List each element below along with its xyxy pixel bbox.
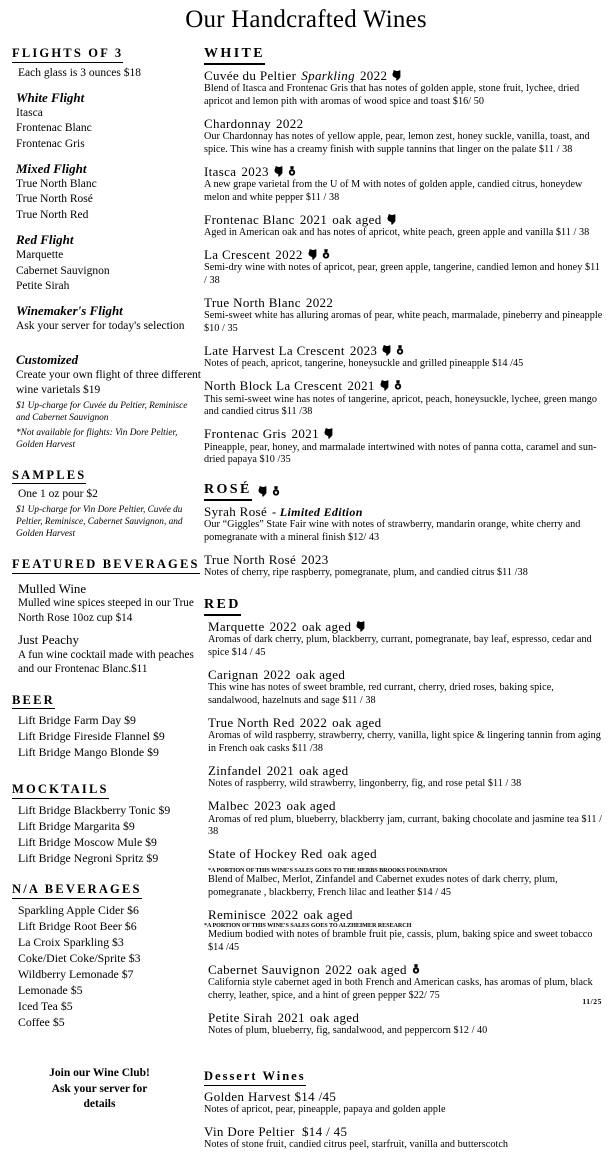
wine-vintage: 2022 <box>275 247 303 263</box>
wine-vintage: 2022 <box>263 667 291 683</box>
wine-badge-icons <box>356 621 365 632</box>
wine-description: Aromas of dark cherry, plum, blackberry, currant, pomegranate, bay leaf, espresso, cedar and spice $14 / 45 <box>208 634 592 659</box>
wine-vintage: 2022 <box>269 619 297 635</box>
wine-description: Our Chardonnay has notes of yellow apple, pear, lemon zest, honey suckle, vanilla, toast, and spice. This wine has a creamy finish with supple tannins that linger on the palate $11 / 38 <box>204 131 590 155</box>
flight-item: True North Red <box>16 208 89 221</box>
wine-description: Medium bodied with notes of bramble fruit pie, cassis, plum, baking spice and sweet tobacco $14 /45 <box>208 929 593 954</box>
na-beverage-item: La Croix Sparkling $3 <box>18 934 124 949</box>
flight-item: Cabernet Sauvignon <box>16 264 110 277</box>
wine-badge-icons <box>382 345 404 356</box>
wine-name-line <box>204 116 604 131</box>
award-medal-icon <box>396 345 404 356</box>
wine-vintage: 2023 <box>301 552 329 568</box>
wine-name-line <box>204 164 604 179</box>
wine-badge-icons <box>274 166 296 177</box>
wine-name-line <box>204 504 604 519</box>
wine-description: Blend of Malbec, Merlot, Zinfandel and Cabernet exudes notes of dark cherry, plum, pomegranate , blackberry, French lilac and leather $14 / 45 <box>208 873 558 898</box>
wine-entry <box>204 798 604 839</box>
wine-name-line <box>204 426 604 441</box>
dessert-section-header-wrap <box>204 1067 604 1086</box>
mocktail-item: Lift Bridge Negroni Spritz $9 <box>18 851 159 866</box>
beer-item: Lift Bridge Fireside Flannel $9 <box>18 729 165 744</box>
minnesota-state-icon <box>258 486 267 497</box>
wine-name-line <box>204 343 604 358</box>
wine-badge-icons <box>392 70 401 81</box>
beer-list <box>12 712 202 760</box>
flight-item: Ask your server for today's selection <box>16 320 185 333</box>
wine-description: Notes of plum, blueberry, fig, sandalwood, and peppercorn $12 / 40 <box>208 1025 488 1037</box>
flight-group-name: Red Flight <box>16 231 74 247</box>
award-medal-icon <box>272 486 280 497</box>
wine-entry <box>204 962 604 1003</box>
wine-description: Notes of cherry, ripe raspberry, pomegranate, plum, and candied citrus $11 /38 <box>204 567 528 579</box>
na-beverage-item: Lemonade $5 <box>18 982 83 997</box>
award-medal-icon <box>322 249 330 260</box>
customized-flight-note-2: *Not available for flights: Vin Dore Peltier, Golden Harvest <box>16 427 178 450</box>
wine-name: True North Rosé <box>204 552 297 568</box>
minnesota-state-icon <box>356 621 365 632</box>
rose-section-header-wrap <box>204 482 604 501</box>
wine-name: North Block La Crescent <box>204 378 343 394</box>
rose-section-header: ROSÉ <box>204 482 252 501</box>
wine-name-line <box>208 619 604 634</box>
left-column <box>12 44 202 1113</box>
wine-name: Itasca <box>204 163 237 179</box>
wine-oak-aged-label: oak aged <box>327 846 377 862</box>
wine-entry <box>204 247 604 288</box>
wine-badge-icons <box>387 214 396 225</box>
mocktails-section-header-wrap <box>12 780 202 799</box>
na-beverage-item: Sparkling Apple Cider $6 <box>18 902 139 917</box>
samples-section-header: SAMPLES <box>12 468 86 485</box>
featured-beverage-desc: Mulled wine spices steeped in our True North Rose 10oz cup $14 <box>18 597 194 624</box>
wine-oak-aged-label: oak aged <box>295 667 346 683</box>
wine-entry <box>204 212 604 240</box>
wine-entry <box>204 715 604 756</box>
wine-entry <box>204 1089 604 1117</box>
rose-wine-list <box>204 504 604 580</box>
wine-name-line <box>208 907 604 922</box>
wine-charity-note: *A PORTION OF THIS WINE'S SALES GOES TO ALZHEIMER RESEARCH <box>204 921 412 929</box>
wine-name: State of Hockey Red <box>208 846 323 862</box>
wine-vintage: 2022 <box>271 906 299 922</box>
wine-entry <box>204 378 604 419</box>
wine-name: Chardonnay <box>204 115 272 131</box>
featured-beverages-header: FEATURED BEVERAGES <box>12 557 200 574</box>
wine-vintage: 2022 <box>305 295 334 311</box>
wine-entry <box>204 1124 604 1152</box>
mocktail-item: Lift Bridge Margarita $9 <box>18 819 135 834</box>
wine-entry <box>204 619 604 660</box>
white-section-header-wrap <box>204 44 604 65</box>
wine-charity-note: *A PORTION OF THIS WINE'S SALES GOES TO THE HERBS BROOKS FOUNDATION <box>208 866 448 874</box>
wine-vintage: 2022 <box>359 67 388 83</box>
wine-description: This semi-sweet wine has notes of tangerine, apricot, peach, honeysuckle, lychee, green mango and candied citrus $11 /38 <box>204 393 598 418</box>
wine-description: Notes of raspberry, wild strawberry, lingonberry, fig, and rose petal $11 / 38 <box>208 778 522 790</box>
wine-description: Semi-sweet white has alluring aromas of pear, white peach, marmalade, pineberry and pineapple $10 / 35 <box>204 310 603 335</box>
wine-name-line <box>204 212 604 227</box>
wine-entry <box>204 846 604 899</box>
wine-name: Cuvée du Peltier <box>204 67 297 83</box>
minnesota-state-icon <box>274 166 283 177</box>
wine-name-line <box>204 1089 604 1104</box>
wine-vintage: 2022 <box>325 962 353 978</box>
wine-oak-aged-label: oak aged <box>332 715 382 731</box>
minnesota-state-icon <box>392 70 401 81</box>
wine-name: True North Red <box>208 715 295 731</box>
na-beverage-item: Coke/Diet Coke/Sprite $3 <box>18 950 141 965</box>
rose-header-icons <box>258 486 280 501</box>
wine-name-line <box>204 68 604 83</box>
wine-description: Blend of Itasca and Frontenac Gris that has notes of golden apple, stone fruit, lychee, dried apricot and lemon pith with aromas of wood spice and toast $16/ 50 <box>204 83 580 107</box>
customized-flight-desc: Create your own flight of three different wine varietals $19 <box>16 369 201 397</box>
wine-name-line <box>208 798 604 813</box>
flight-item: Marquette <box>16 249 64 262</box>
wine-name: Reminisce <box>208 906 267 922</box>
flight-item: Itasca <box>16 107 43 120</box>
wine-oak-aged-label: oak aged <box>309 1010 360 1026</box>
wine-name-line <box>204 378 604 393</box>
page-number: 11/25 <box>582 997 602 1006</box>
mocktails-section-header: MOCKTAILS <box>12 782 109 799</box>
mocktail-item: Lift Bridge Moscow Mule $9 <box>18 835 157 850</box>
wine-badge-icons <box>308 249 330 260</box>
beer-item: Lift Bridge Mango Blonde $9 <box>18 745 159 760</box>
na-beverages-section-header-wrap <box>12 880 202 899</box>
wine-name-line <box>208 1010 604 1025</box>
wine-entry <box>204 164 604 205</box>
wine-description: California style cabernet aged in both French and American casks, has aromas of plum, black cherry, leather, spice, and a hint of green pepper $22/ 75 <box>208 977 593 1002</box>
wine-limited-edition-label: - Limited Edition <box>272 504 363 519</box>
wine-description: Pineapple, pear, honey, and marmalade intertwined with notes of panna cotta, caramel and sun-dried papaya $10 /35 <box>204 441 597 466</box>
wine-vintage: 2021 <box>347 378 375 394</box>
samples-desc: One 1 oz pour $2 <box>18 488 98 501</box>
wine-name: Syrah Rosé <box>204 504 268 520</box>
wine-name-line <box>208 763 604 778</box>
minnesota-state-icon <box>387 214 396 225</box>
wine-entry <box>204 552 604 580</box>
wine-name-line <box>208 962 604 977</box>
wine-entry <box>204 426 604 467</box>
flight-group-name: White Flight <box>16 89 85 105</box>
flight-item: True North Rosé <box>16 193 93 206</box>
award-medal-icon <box>288 166 296 177</box>
featured-section-header-wrap <box>12 555 202 574</box>
wine-description: Aromas of red plum, blueberry, blackberry jam, currant, baking chocolate and jasmine tea $11 / 38 <box>208 813 603 838</box>
featured-beverage-name: Just Peachy <box>18 632 80 648</box>
wine-vintage: 2023 <box>349 343 378 359</box>
flight-group-name: Mixed Flight <box>16 160 87 176</box>
wine-oak-aged-label: oak aged <box>303 906 353 922</box>
wine-description: Our “Giggles” State Fair wine with notes of strawberry, mandarin orange, white cherry and pomegranate with a mineral finish $12/ 43 <box>204 519 581 544</box>
wine-name: Cabernet Sauvignon <box>208 962 321 978</box>
wine-vintage: 2022 <box>299 715 328 731</box>
wine-club-callout: Join our Wine Club! Ask your server for details <box>49 1067 150 1111</box>
red-section-header: RED <box>204 597 241 616</box>
flights-subtitle: Each glass is 3 ounces $18 <box>18 66 141 79</box>
customized-flight-note-1: $1 Up-charge for Cuvée du Peltier, Reminisce and Cabernet Sauvignon <box>16 401 188 424</box>
flight-item: Petite Sirah <box>16 279 70 292</box>
wine-badge-icons <box>412 964 420 975</box>
beer-section-header-wrap <box>12 691 202 710</box>
flight-item: Frontenac Gris <box>16 137 85 150</box>
wine-name-line <box>204 247 604 262</box>
red-section-header-wrap <box>204 595 604 616</box>
wine-description: Notes of peach, apricot, tangerine, honeysuckle and grilled pineapple $14 /45 <box>204 358 524 370</box>
wine-name-line <box>204 552 604 567</box>
right-column <box>204 44 604 1159</box>
wine-vintage: 2023 <box>254 798 282 814</box>
beer-section-header: BEER <box>12 693 55 710</box>
beer-item: Lift Bridge Farm Day $9 <box>18 713 136 728</box>
samples-note: $1 Up-charge for Vin Dore Peltier, Cuvée du Peltier, Reminisce, Cabernet Sauvignon, and Golden Harvest <box>16 505 183 540</box>
wine-description: Semi-dry wine with notes of apricot, pear, green apple, tangerine, candied lemon and honey $11 / 38 <box>204 262 601 287</box>
award-medal-icon <box>394 380 402 391</box>
wine-entry <box>204 907 604 955</box>
dessert-wine-list <box>204 1089 604 1152</box>
wine-oak-aged-label: oak aged <box>332 211 382 227</box>
wine-entry <box>204 295 604 336</box>
wine-oak-aged-label: oak aged <box>286 798 336 814</box>
menu-page <box>0 6 612 1151</box>
wine-name: Zinfandel <box>208 763 262 779</box>
flight-group-name: Winemaker's Flight <box>16 302 123 318</box>
wine-badge-icons <box>324 428 333 439</box>
wine-name: La Crescent <box>204 247 271 263</box>
wine-badge-icons <box>258 486 280 499</box>
minnesota-state-icon <box>324 428 333 439</box>
wine-entry <box>204 68 604 109</box>
white-section-header: WHITE <box>204 46 265 65</box>
flight-groups <box>12 90 202 343</box>
white-wine-list <box>204 68 604 467</box>
wine-entry <box>204 1010 604 1038</box>
award-medal-icon <box>412 964 420 975</box>
red-wine-list <box>204 619 604 1038</box>
featured-beverage-desc: A fun wine cocktail made with peaches and our Frontenac Blanc.$11 <box>18 649 194 676</box>
wine-name-line <box>208 846 604 874</box>
na-beverage-item: Iced Tea $5 <box>18 999 73 1014</box>
wine-name: Frontenac Gris <box>204 426 287 442</box>
na-beverage-item: Lift Bridge Root Beer $6 <box>18 918 137 933</box>
wine-name: Malbec <box>208 798 250 814</box>
wine-name: Vin Dore Peltier $14 / 45 <box>204 1124 348 1140</box>
mocktail-item: Lift Bridge Blackberry Tonic $9 <box>18 803 171 818</box>
na-beverage-item: Wildberry Lemonade $7 <box>18 966 134 981</box>
wine-description: Aged in American oak and has notes of apricot, white peach, green apple and vanilla $11 / 38 <box>204 227 590 239</box>
wine-description: Aromas of wild raspberry, strawberry, cherry, vanilla, light spice & lingering tannin from aging in French oak casks $11 /38 <box>208 730 601 755</box>
flights-section-header: FLIGHTS OF 3 <box>12 46 123 63</box>
wine-vintage: 2023 <box>241 163 269 179</box>
wine-vintage: 2021 <box>291 426 319 442</box>
featured-beverage-name: Mulled Wine <box>18 580 87 596</box>
wine-oak-aged-label: oak aged <box>301 619 352 635</box>
wine-name-line <box>208 715 604 730</box>
minnesota-state-icon <box>382 345 391 356</box>
wine-name-line <box>204 1124 604 1139</box>
wine-name: Marquette <box>208 619 265 635</box>
wine-description: Notes of apricot, pear, pineapple, papaya and golden apple <box>204 1104 446 1116</box>
wine-oak-aged-label: oak aged <box>299 763 349 779</box>
wine-description: A new grape varietal from the U of M with notes of golden apple, candied citrus, honeydew melon and white pepper $11 / 38 <box>204 179 583 203</box>
wine-name: True North Blanc <box>204 295 301 311</box>
wine-name: Late Harvest La Crescent <box>204 343 345 359</box>
wine-name: Petite Sirah <box>208 1010 273 1026</box>
mocktail-list <box>12 802 202 866</box>
wine-style-label: Sparkling <box>301 67 355 83</box>
wine-name: Golden Harvest $14 /45 <box>204 1088 337 1104</box>
wine-entry <box>204 504 604 545</box>
wine-badge-icons <box>380 380 402 391</box>
minnesota-state-icon <box>308 249 317 260</box>
featured-beverage-list <box>12 582 202 677</box>
wine-description: Notes of stone fruit, candied citrus peel, starfruit, vanilla and butterscotch <box>204 1139 509 1151</box>
dessert-section-header: Dessert Wines <box>204 1069 306 1086</box>
wine-vintage: 2021 <box>299 211 328 227</box>
wine-name: Frontenac Blanc <box>204 211 295 227</box>
wine-entry <box>204 343 604 371</box>
customized-flight-name: Customized <box>16 351 79 367</box>
na-beverage-item: Coffee $5 <box>18 1015 65 1030</box>
wine-entry <box>204 667 604 708</box>
page-title: Our Handcrafted Wines <box>185 6 427 33</box>
wine-name-line <box>204 295 604 310</box>
flights-section-header-wrap <box>12 44 202 63</box>
flight-item: True North Blanc <box>16 178 97 191</box>
wine-entry <box>204 116 604 157</box>
flight-item: Frontenac Blanc <box>16 122 92 135</box>
samples-section-header-wrap <box>12 466 202 485</box>
na-beverages-section-header: N/A BEVERAGES <box>12 882 142 899</box>
wine-vintage: 2021 <box>266 763 295 779</box>
wine-vintage: 2021 <box>277 1010 305 1026</box>
wine-description: This wine has notes of sweet bramble, red currant, cherry, dried roses, baking spice, sandalwood, hazelnuts and sage $11 / 38 <box>208 682 554 707</box>
wine-name: Carignan <box>208 667 259 683</box>
minnesota-state-icon <box>380 380 389 391</box>
wine-vintage: 2022 <box>276 115 304 131</box>
wine-name-line <box>208 667 604 682</box>
wine-oak-aged-label: oak aged <box>357 962 407 978</box>
wine-entry <box>204 763 604 791</box>
na-beverage-list <box>12 902 202 1030</box>
